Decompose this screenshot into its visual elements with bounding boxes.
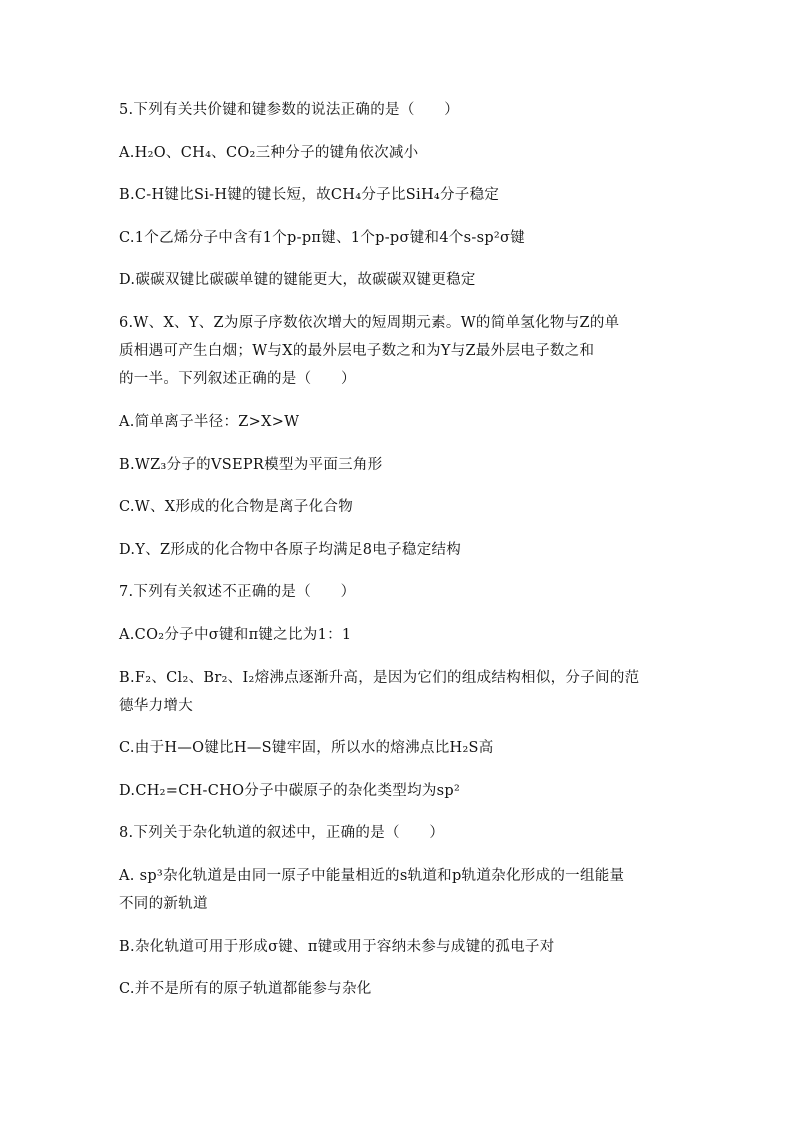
question-8-option-a-line-1: A. sp³杂化轨道是由同一原子中能量相近的s轨道和p轨道杂化形成的一组能量 bbox=[119, 868, 625, 884]
question-5-stem: 5.下列有关共价键和键参数的说法正确的是（ ） bbox=[119, 102, 460, 118]
question-7-option-d: D.CH₂=CH-CHO分子中碳原子的杂化类型均为sp² bbox=[119, 783, 461, 799]
question-6-option-a: A.简单离子半径：Z>X>W bbox=[119, 414, 300, 430]
question-8-option-b: B.杂化轨道可用于形成σ键、π键或用于容纳未参与成键的孤电子对 bbox=[119, 939, 555, 955]
question-6-stem-line-1: 6.W、X、Y、Z为原子序数依次增大的短周期元素。W的简单氢化物与Z的单 bbox=[119, 315, 620, 331]
question-7-option-a: A.CO₂分子中σ键和π键之比为1：1 bbox=[119, 627, 352, 643]
question-5-option-b: B.C-H键比Si-H键的键长短，故CH₄分子比SiH₄分子稳定 bbox=[119, 187, 500, 203]
question-6-stem-line-3: 的一半。下列叙述正确的是（ ） bbox=[119, 371, 356, 387]
question-7-option-b-line-2: 德华力增大 bbox=[119, 698, 193, 714]
question-5-option-d: D.碳碳双键比碳碳单键的键能更大，故碳碳双键更稳定 bbox=[119, 272, 476, 288]
question-6-option-c: C.W、X形成的化合物是离子化合物 bbox=[119, 499, 354, 515]
question-7-stem: 7.下列有关叙述不正确的是（ ） bbox=[119, 584, 356, 600]
question-6-option-d: D.Y、Z形成的化合物中各原子均满足8电子稳定结构 bbox=[119, 542, 462, 558]
question-5-option-a: A.H₂O、CH₄、CO₂三种分子的键角依次减小 bbox=[119, 145, 419, 161]
question-8-stem: 8.下列关于杂化轨道的叙述中，正确的是（ ） bbox=[119, 825, 445, 841]
question-8-option-a-line-2: 不同的新轨道 bbox=[119, 896, 208, 912]
question-7-option-c: C.由于H—O键比H—S键牢固，所以水的熔沸点比H₂S高 bbox=[119, 740, 494, 756]
question-8-option-c: C.并不是所有的原子轨道都能参与杂化 bbox=[119, 981, 372, 997]
question-6-stem-line-2: 质相遇可产生白烟；W与X的最外层电子数之和为Y与Z最外层电子数之和 bbox=[119, 343, 595, 359]
question-5-option-c: C.1个乙烯分子中含有1个p-pπ键、1个p-pσ键和4个s-sp²σ键 bbox=[119, 230, 526, 246]
question-7-option-b-line-1: B.F₂、Cl₂、Br₂、I₂熔沸点逐渐升高，是因为它们的组成结构相似，分子间的范 bbox=[119, 670, 640, 686]
question-6-option-b: B.WZ₃分子的VSEPR模型为平面三角形 bbox=[119, 457, 383, 473]
